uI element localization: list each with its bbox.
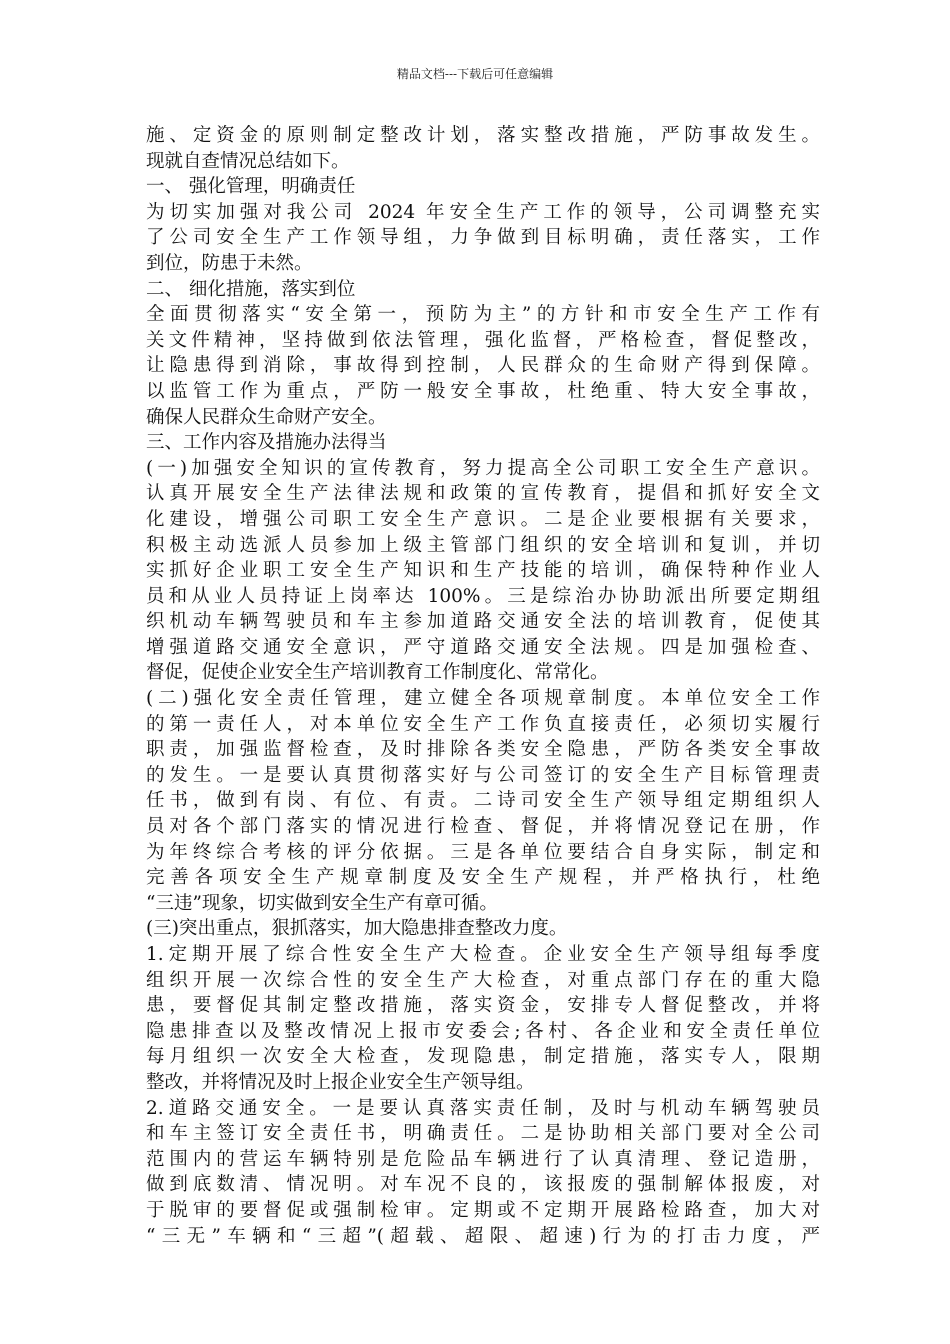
text-line: 的发生。一是要认真贯彻落实好与公司签订的安全生产目标管理责 [146, 764, 820, 786]
page-header: 精品文档---下载后可任意编辑 [396, 67, 554, 81]
text-line: (一)加强安全知识的宣传教育，努力提高全公司职工安全生产意识。 [146, 457, 820, 479]
text-line: 做到底数清、情况明。对车况不良的，该报废的强制解体报废，对 [146, 1174, 820, 1196]
text-line: 全面贯彻落实“安全第一，预防为主”的方针和市安全生产工作有 [146, 304, 820, 326]
text-line: 组织开展一次综合性的安全生产大检查，对重点部门存在的重大隐 [146, 969, 820, 991]
text-line: 的第一责任人，对本单位安全生产工作负直接责任，必须切实履行 [146, 713, 820, 735]
text-line: 完善各项安全生产规章制度及安全生产规程，并严格执行，杜绝 [146, 867, 820, 889]
text-line: 和车主签订安全责任书，明确责任。二是协助相关部门要对全公司 [146, 1123, 820, 1145]
text-line: 为切实加强对我公司 2024 年安全生产工作的领导，公司调整充实 [146, 201, 820, 223]
text-line: 职责，加强监督检查，及时排除各类安全隐患，严防各类安全事故 [146, 739, 820, 761]
text-line: 员和从业人员持证上岗率达 100%。三是综治办协助派出所要定期组 [146, 585, 820, 607]
text-line: 施、定资金的原则制定整改计划，落实整改措施，严防事故发生。 [146, 125, 820, 146]
text-line: 2.道路交通安全。一是要认真落实责任制，及时与机动车辆驾驶员 [146, 1097, 820, 1119]
text-line: 了公司安全生产工作领导组，力争做到目标明确，责任落实，工作 [146, 227, 820, 249]
document-body [146, 123, 820, 1249]
text-line: (二)强化安全责任管理，建立健全各项规章制度。本单位安全工作 [146, 688, 820, 710]
text-line: 实抓好企业职工安全生产知识和生产技能的培训，确保特种作业人 [146, 560, 820, 582]
text-line: 关文件精神，坚持做到依法管理，强化监督，严格检查，督促整改， [146, 329, 820, 351]
text-line: 三、工作内容及措施办法得当 [146, 432, 387, 454]
text-line: 到位，防患于未然。 [146, 252, 313, 274]
text-line: 于脱审的要督促或强制检审。定期或不定期开展路检路查，加大对 [146, 1199, 820, 1221]
text-line: 认真开展安全生产法律法规和政策的宣传教育，提倡和抓好安全文 [146, 483, 820, 505]
text-line: 督促，促使企业安全生产培训教育工作制度化、常常化。 [146, 662, 609, 684]
text-line: 1.定期开展了综合性安全生产大检查。企业安全生产领导组每季度 [146, 944, 820, 965]
text-line: 增强道路交通安全意识，严守道路交通安全法规。四是加强检查、 [146, 636, 820, 658]
text-line: (三)突出重点，狠抓落实，加大隐患排查整改力度。 [146, 918, 568, 940]
text-line: 以监管工作为重点，严防一般安全事故，杜绝重、特大安全事故， [146, 380, 820, 402]
text-line: 化建设，增强公司职工安全生产意识。二是企业要根据有关要求， [146, 508, 820, 530]
text-line: 积极主动选派人员参加上级主管部门组织的安全培训和复训，并切 [146, 534, 820, 556]
text-line: 隐患排查以及整改情况上报市安委会;各村、各企业和安全责任单位 [146, 1020, 820, 1042]
text-line: 患，要督促其制定整改措施，落实资金，安排专人督促整改，并将 [146, 995, 820, 1017]
text-line: 整改，并将情况及时上报企业安全生产领导组。 [146, 1071, 535, 1093]
text-line: 确保人民群众生命财产安全。 [146, 406, 387, 428]
text-line: “三违”现象，切实做到安全生产有章可循。 [146, 892, 498, 914]
text-line: 为年终综合考核的评分依据。三是各单位要结合自身实际，制定和 [146, 841, 820, 863]
text-line: 现就自查情况总结如下。 [146, 150, 350, 172]
text-line: 范围内的营运车辆特别是危险品车辆进行了认真清理、登记造册， [146, 1148, 820, 1170]
text-line: 一、 强化管理，明确责任 [146, 176, 356, 198]
text-line: 二、 细化措施，落实到位 [146, 278, 356, 300]
text-line: 任书，做到有岗、有位、有责。二诗司安全生产领导组定期组织人 [146, 790, 820, 812]
text-line: 织机动车辆驾驶员和车主参加道路交通安全法的培训教育，促使其 [146, 611, 820, 633]
text-line: 让隐患得到消除，事故得到控制，人民群众的生命财产得到保障。 [146, 355, 820, 377]
text-line: 员对各个部门落实的情况进行检查、督促，并将情况登记在册，作 [146, 816, 820, 838]
text-line: 每月组织一次安全大检查，发现隐患，制定措施，落实专人，限期 [146, 1046, 820, 1068]
text-line: “三无”车辆和“三超”(超载、超限、超速)行为的打击力度，严 [146, 1225, 820, 1247]
